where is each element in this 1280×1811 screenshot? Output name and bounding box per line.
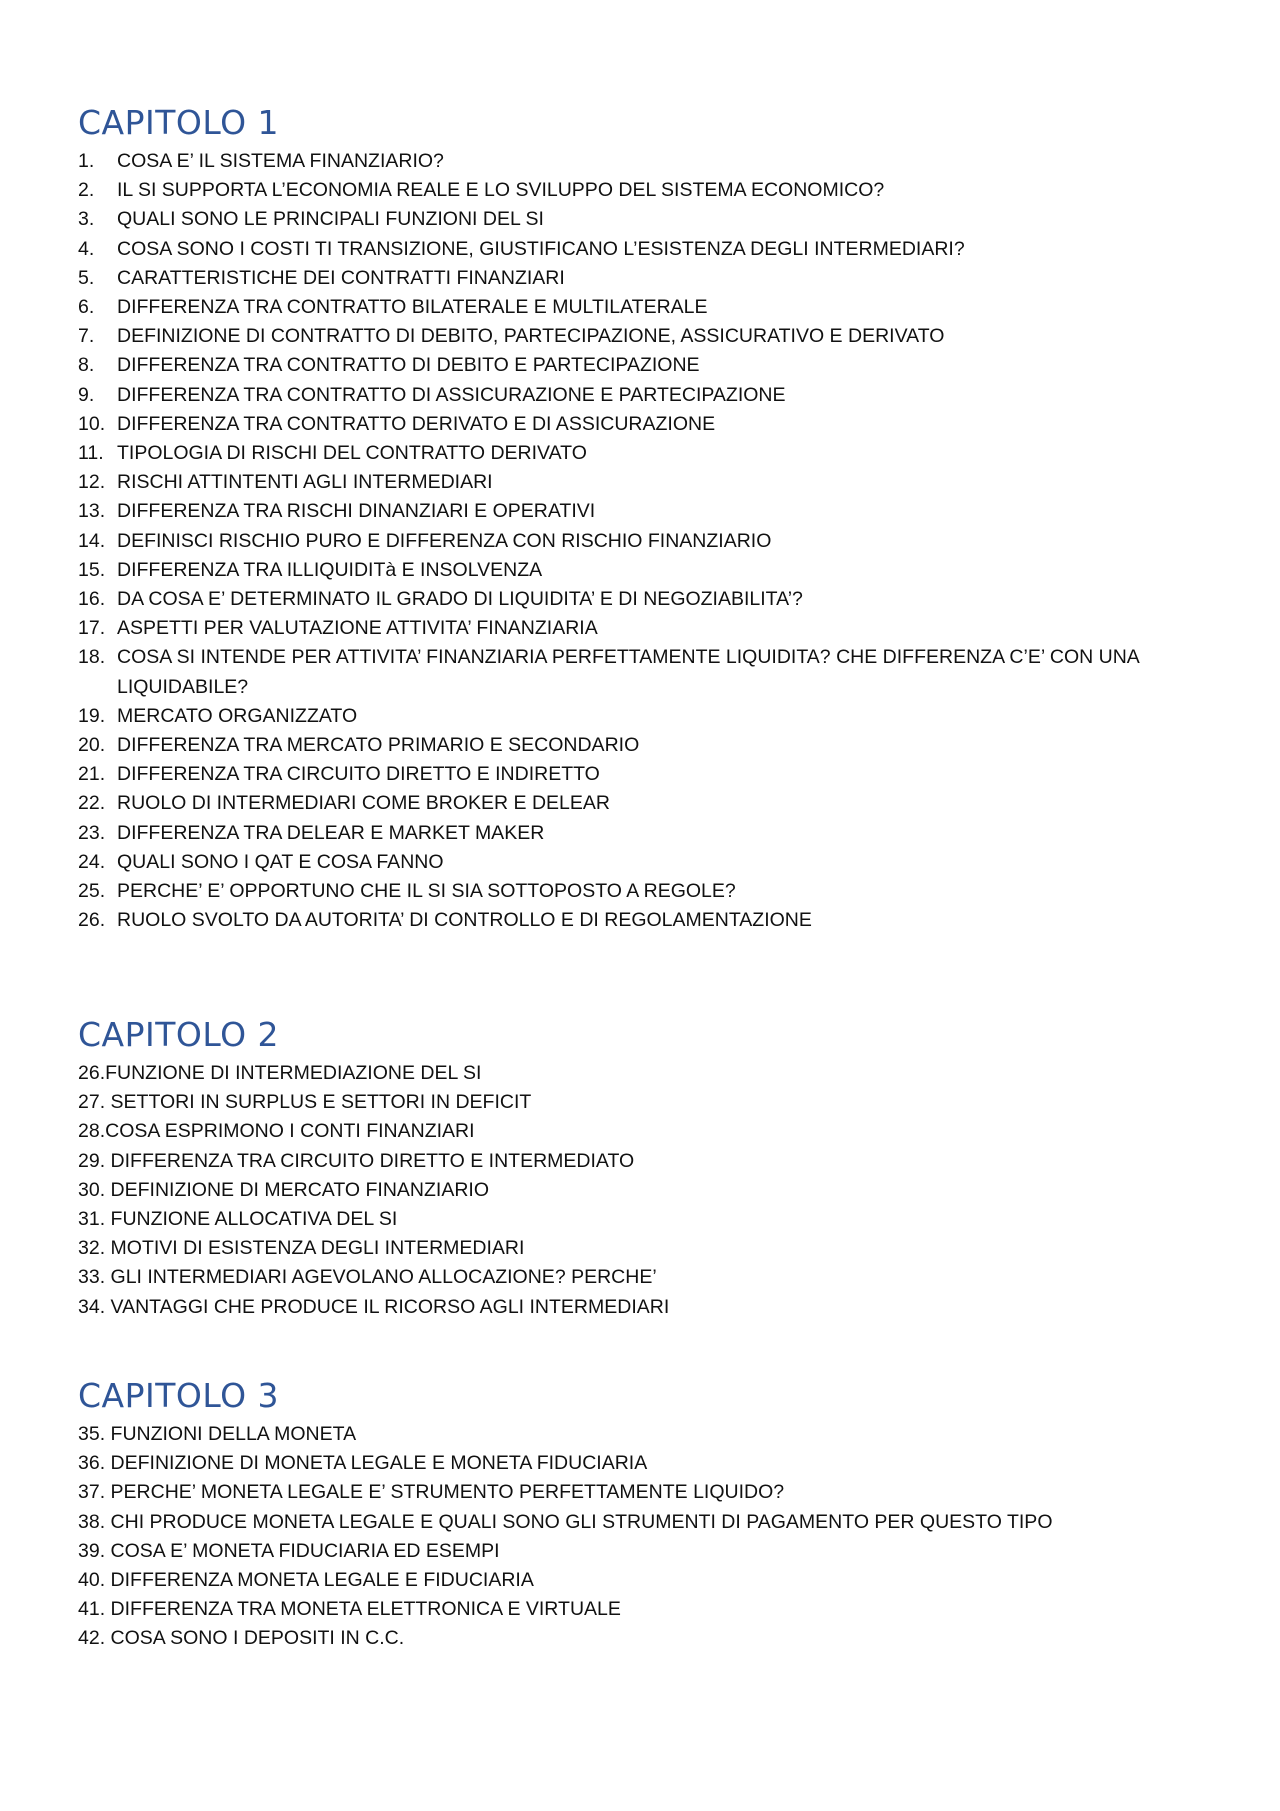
question-item [78, 322, 1197, 351]
question-number: 18. [78, 646, 106, 669]
question-item [78, 1293, 669, 1322]
question-number: 33. [78, 1266, 111, 1289]
question-text: COSA E’ IL SISTEMA FINANZIARIO? [117, 150, 444, 172]
question-item [78, 702, 1197, 731]
question-item [78, 906, 1197, 935]
question-item [78, 760, 1197, 789]
question-number: 29. [78, 1149, 111, 1172]
question-item [78, 643, 1197, 701]
question-number: 40. [78, 1569, 111, 1592]
question-number: 26. [78, 909, 106, 932]
question-text: MERCATO ORGANIZZATO [117, 704, 358, 727]
question-number: 16. [78, 588, 106, 611]
question-text: RUOLO SVOLTO DA AUTORITA’ DI CONTROLLO E DI REGOLAMENTAZIONE [117, 909, 812, 932]
question-item [78, 468, 1197, 497]
question-item [78, 585, 1197, 614]
question-text: SETTORI IN SURPLUS E SETTORI IN DEFICIT [110, 1091, 532, 1114]
question-item [78, 1176, 669, 1205]
question-number: 8. [78, 354, 95, 377]
question-item [78, 1566, 1052, 1595]
question-text: VANTAGGI CHE PRODUCE IL RICORSO AGLI INTERMEDIARI [110, 1295, 670, 1318]
question-text: DEFINIZIONE DI CONTRATTO DI DEBITO, PARTECIPAZIONE, ASSICURATIVO E DERIVATO [117, 325, 945, 348]
question-number: 30. [78, 1178, 111, 1201]
chapter-2-heading: CAPITOLO 2 [78, 1015, 280, 1054]
question-text: DIFFERENZA TRA CONTRATTO DERIVATO E DI ASSICURAZIONE [117, 412, 716, 435]
chapter-3-question-list [78, 1420, 1052, 1654]
question-text: DEFINIZIONE DI MONETA LEGALE E MONETA FIDUCIARIA [110, 1452, 648, 1475]
question-item [78, 789, 1197, 818]
question-text: PERCHE’ E’ OPPORTUNO CHE IL SI SIA SOTTOPOSTO A REGOLE? [117, 880, 736, 903]
question-text: DIFFERENZA TRA ILLIQUIDITà E INSOLVENZA [117, 558, 543, 581]
question-item [78, 1449, 1052, 1478]
question-item [78, 731, 1197, 760]
question-number: 24. [78, 850, 106, 873]
question-number: 26. [78, 1062, 106, 1084]
question-text: QUALI SONO LE PRINCIPALI FUNZIONI DEL SI [117, 208, 544, 231]
question-number: 37. [78, 1481, 111, 1504]
chapter-2-question-list [78, 1059, 669, 1322]
question-text: GLI INTERMEDIARI AGEVOLANO ALLOCAZIONE? PERCHE’ [110, 1266, 657, 1289]
question-item [78, 205, 1197, 234]
question-item [78, 1478, 1052, 1507]
question-number: 19. [78, 704, 106, 727]
question-number: 28. [78, 1120, 106, 1143]
question-number: 23. [78, 821, 106, 844]
question-number: 22. [78, 792, 106, 815]
question-number: 20. [78, 734, 106, 757]
question-item [78, 1595, 1052, 1624]
question-number: 42. [78, 1627, 111, 1650]
question-number: 14. [78, 529, 106, 552]
question-number: 7. [78, 325, 95, 348]
chapter-1-question-list [78, 147, 1197, 935]
question-item [78, 293, 1197, 322]
question-text: COSA SI INTENDE PER ATTIVITA’ FINANZIARIA PERFETTAMENTE LIQUIDITA? CHE DIFFERENZA C’E’ CON UNA LIQUIDABILE? [117, 646, 1139, 698]
question-number: 12. [78, 471, 106, 494]
question-number: 4. [78, 237, 95, 260]
question-number: 25. [78, 880, 106, 903]
question-item [78, 556, 1197, 585]
question-item [78, 1537, 1052, 1566]
question-item [78, 410, 1197, 439]
question-text: COSA E’ MONETA FIDUCIARIA ED ESEMPI [110, 1539, 500, 1562]
question-item [78, 877, 1197, 906]
question-item [78, 351, 1197, 380]
question-item [78, 527, 1197, 556]
question-text: QUALI SONO I QAT E COSA FANNO [117, 850, 444, 873]
question-item [78, 1117, 669, 1146]
question-text: DIFFERENZA TRA MONETA ELETTRONICA E VIRTUALE [110, 1598, 621, 1621]
question-item [78, 1088, 669, 1117]
question-number: 1. [78, 150, 95, 172]
question-text: DIFFERENZA MONETA LEGALE E FIDUCIARIA [110, 1569, 534, 1592]
question-item [78, 147, 1197, 176]
question-number: 41. [78, 1598, 111, 1621]
question-number: 15. [78, 558, 106, 581]
question-number: 5. [78, 266, 95, 289]
question-number: 34. [78, 1295, 111, 1318]
question-text: DIFFERENZA TRA DELEAR E MARKET MAKER [117, 821, 545, 844]
question-text: DIFFERENZA TRA CONTRATTO DI ASSICURAZIONE E PARTECIPAZIONE [117, 383, 786, 406]
question-item [78, 1263, 669, 1292]
question-text: DIFFERENZA TRA CONTRATTO DI DEBITO E PARTECIPAZIONE [117, 354, 700, 377]
question-text: RISCHI ATTINTENTI AGLI INTERMEDIARI [117, 471, 493, 494]
question-text: DIFFERENZA TRA CIRCUITO DIRETTO E INTERMEDIATO [110, 1149, 635, 1172]
question-number: 36. [78, 1452, 111, 1475]
question-number: 35. [78, 1423, 111, 1445]
question-number: 2. [78, 179, 95, 202]
chapter-1-heading: CAPITOLO 1 [78, 103, 280, 142]
question-item [78, 1508, 1052, 1537]
question-text: FUNZIONE ALLOCATIVA DEL SI [110, 1208, 398, 1231]
question-text: DIFFERENZA TRA CIRCUITO DIRETTO E INDIRETTO [117, 763, 600, 786]
question-item [78, 1420, 1052, 1449]
question-item [78, 819, 1197, 848]
question-number: 27. [78, 1091, 111, 1114]
question-text: FUNZIONI DELLA MONETA [110, 1423, 357, 1445]
question-text: PERCHE’ MONETA LEGALE E’ STRUMENTO PERFETTAMENTE LIQUIDO? [110, 1481, 785, 1504]
question-text: TIPOLOGIA DI RISCHI DEL CONTRATTO DERIVATO [117, 442, 587, 465]
question-item [78, 1624, 1052, 1653]
question-item [78, 1147, 669, 1176]
question-item [78, 235, 1197, 264]
question-number: 39. [78, 1539, 111, 1562]
question-number: 6. [78, 296, 95, 319]
question-number: 10. [78, 412, 106, 435]
question-text: CARATTERISTICHE DEI CONTRATTI FINANZIARI [117, 266, 565, 289]
question-item [78, 848, 1197, 877]
question-text: DEFINISCI RISCHIO PURO E DIFFERENZA CON RISCHIO FINANZIARIO [117, 529, 772, 552]
question-number: 13. [78, 500, 106, 523]
question-item [78, 1234, 669, 1263]
question-item [78, 1059, 669, 1088]
question-text: FUNZIONE DI INTERMEDIAZIONE DEL SI [105, 1062, 482, 1084]
question-text: ASPETTI PER VALUTAZIONE ATTIVITA’ FINANZIARIA [117, 617, 598, 640]
question-text: COSA SONO I COSTI TI TRANSIZIONE, GIUSTIFICANO L’ESISTENZA DEGLI INTERMEDIARI? [117, 237, 965, 260]
question-text: DEFINIZIONE DI MERCATO FINANZIARIO [110, 1178, 489, 1201]
question-text: COSA SONO I DEPOSITI IN C.C. [110, 1627, 405, 1650]
question-text: DIFFERENZA TRA RISCHI DINANZIARI E OPERATIVI [117, 500, 596, 523]
question-text: DIFFERENZA TRA CONTRATTO BILATERALE E MULTILATERALE [117, 296, 708, 319]
question-number: 9. [78, 383, 95, 406]
question-text: IL SI SUPPORTA L’ECONOMIA REALE E LO SVILUPPO DEL SISTEMA ECONOMICO? [117, 179, 885, 202]
question-number: 17. [78, 617, 106, 640]
question-text: DIFFERENZA TRA MERCATO PRIMARIO E SECONDARIO [117, 734, 640, 757]
question-number: 38. [78, 1510, 111, 1533]
question-number: 21. [78, 763, 106, 786]
question-item [78, 497, 1197, 526]
question-text: DA COSA E’ DETERMINATO IL GRADO DI LIQUIDITA’ E DI NEGOZIABILITA’? [117, 588, 803, 611]
question-item [78, 614, 1197, 643]
question-number: 31. [78, 1208, 111, 1231]
question-number: 11. [78, 442, 104, 465]
question-number: 3. [78, 208, 95, 231]
question-text: MOTIVI DI ESISTENZA DEGLI INTERMEDIARI [110, 1237, 525, 1260]
question-text: COSA ESPRIMONO I CONTI FINANZIARI [105, 1120, 475, 1143]
question-text: CHI PRODUCE MONETA LEGALE E QUALI SONO GLI STRUMENTI DI PAGAMENTO PER QUESTO TIPO [110, 1510, 1053, 1533]
question-number: 32. [78, 1237, 111, 1260]
question-text: RUOLO DI INTERMEDIARI COME BROKER E DELEAR [117, 792, 610, 815]
question-item [78, 1205, 669, 1234]
question-item [78, 439, 1197, 468]
question-item [78, 381, 1197, 410]
question-item [78, 264, 1197, 293]
chapter-3-heading: CAPITOLO 3 [78, 1376, 280, 1415]
question-item [78, 176, 1197, 205]
